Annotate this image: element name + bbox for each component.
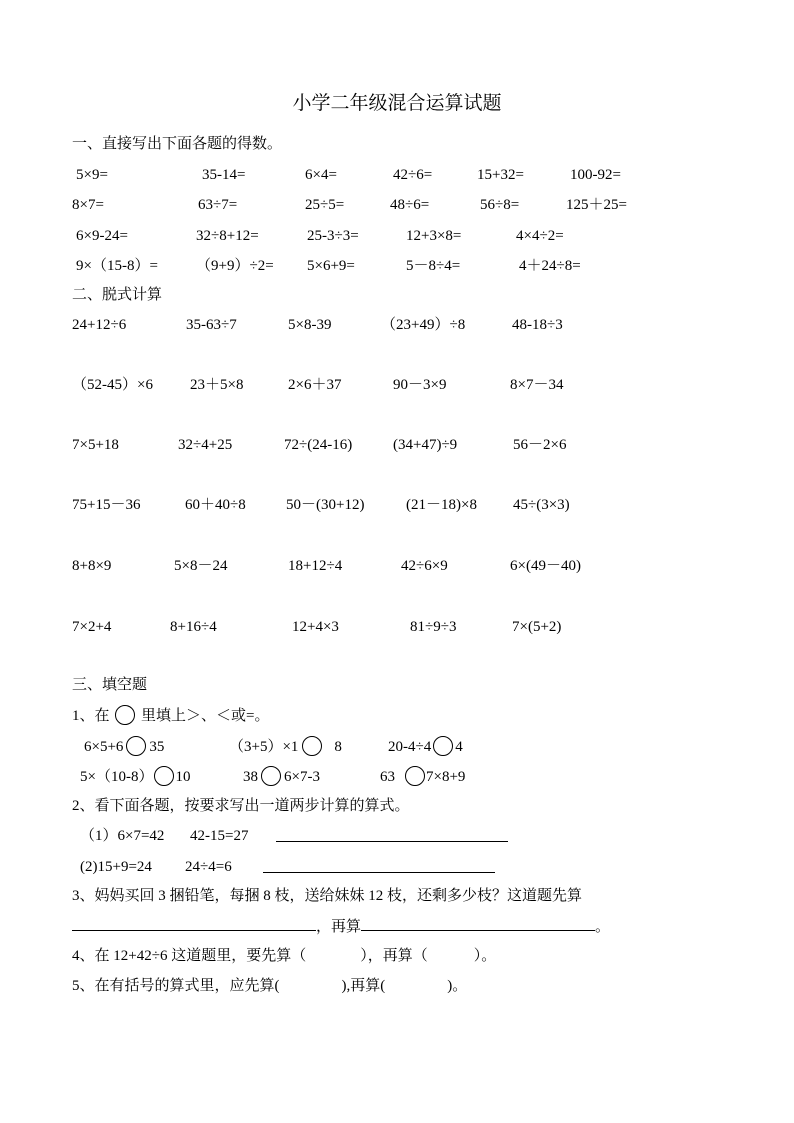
calc-problem: 12+4×3: [292, 619, 339, 635]
q2-equation-a: （1）6×7=42: [80, 828, 165, 844]
calc-problem: 7×2+4: [72, 619, 112, 635]
compare-item: [380, 766, 465, 787]
calc-problem: 35-63÷7: [186, 317, 237, 333]
q2-equation-a: (2)15+9=24: [80, 859, 152, 875]
oral-problem: 9×（15-8）=: [76, 258, 158, 274]
oral-problem: 5×6+9=: [307, 258, 355, 274]
calc-problem: 75+15－36: [72, 497, 141, 513]
oral-problem: 48÷6=: [390, 197, 430, 213]
calc-problem: 8×7－34: [510, 377, 564, 393]
question-3-answer-line: [72, 916, 610, 937]
q4-text-c: ）。: [473, 948, 497, 964]
section1-heading: 一、直接写出下面各题的得数。: [72, 136, 283, 152]
calc-problem: 50－(30+12): [286, 497, 365, 513]
calc-problem: （52-45）×6: [72, 377, 153, 393]
compare-item: [243, 766, 320, 787]
page-title: 小学二年级混合运算试题: [292, 93, 502, 114]
question-4: [72, 946, 496, 966]
q3-mid: ，再算: [316, 919, 362, 935]
q4-text-b: ），再算（: [360, 948, 428, 964]
question-5: [72, 976, 467, 996]
calc-problem: 5×8-39: [288, 317, 332, 333]
compare-left: 6×5+6: [84, 739, 124, 755]
calc-problem: 24+12÷6: [72, 317, 127, 333]
calc-problem: 81÷9÷3: [410, 619, 457, 635]
compare-right: 6×7-3: [284, 769, 320, 785]
answer-blank[interactable]: [361, 916, 595, 931]
oral-problem: 4＋24÷8=: [519, 258, 581, 274]
section3-heading: 三、填空题: [72, 677, 148, 693]
calc-problem: 5×8－24: [174, 558, 228, 574]
oral-problem: 12+3×8=: [406, 228, 462, 244]
calc-problem: 72÷(24-16): [284, 437, 353, 453]
oral-problem: 42÷6=: [393, 167, 433, 183]
oral-problem: 8×7=: [72, 197, 104, 213]
calc-problem: 7×(5+2): [512, 619, 562, 635]
compare-left: 63: [380, 769, 395, 785]
oral-problem: 100-92=: [570, 167, 621, 183]
answer-blank[interactable]: [276, 827, 508, 842]
q4-text-a: 4、在 12+42÷6 这道题里，要先算（: [72, 948, 307, 964]
calc-problem: 2×6＋37: [288, 377, 342, 393]
compare-right: 4: [455, 739, 463, 755]
calc-problem: 60＋40÷8: [185, 497, 246, 513]
calc-problem: 48-18÷3: [512, 317, 563, 333]
compare-left: 20-4÷4: [388, 739, 432, 755]
calc-problem: 8+8×9: [72, 558, 112, 574]
comparison-circle[interactable]: [433, 736, 453, 756]
comparison-circle[interactable]: [115, 705, 135, 725]
q5-text-b: ),再算(: [341, 978, 386, 994]
q1-prefix: 1、在: [72, 708, 110, 724]
calc-problem: 32÷4+25: [178, 437, 233, 453]
q5-text-a: 5、在有括号的算式里，应先算(: [72, 978, 280, 994]
answer-blank[interactable]: [72, 916, 316, 931]
oral-problem: 125＋25=: [566, 197, 627, 213]
calc-problem: 42÷6×9: [401, 558, 448, 574]
oral-problem: 25-3÷3=: [307, 228, 359, 244]
oral-problem: 32÷8+12=: [196, 228, 259, 244]
compare-item: [388, 736, 463, 757]
compare-left: 5×（10-8）: [80, 769, 154, 785]
compare-right: 10: [175, 769, 191, 785]
q5-text-c: )。: [447, 978, 468, 994]
compare-item: [229, 736, 342, 757]
calc-problem: 23＋5×8: [190, 377, 244, 393]
q2-equation-b: 42-15=27: [190, 828, 249, 844]
calc-problem: 18+12÷4: [288, 558, 343, 574]
question-1: [72, 705, 269, 726]
comparison-circle[interactable]: [302, 736, 322, 756]
oral-problem: 6×4=: [305, 167, 337, 183]
comparison-circle[interactable]: [261, 766, 281, 786]
oral-problem: 4×4÷2=: [516, 228, 564, 244]
compare-left: （3+5）×1: [229, 739, 299, 755]
calc-problem: (21－18)×8: [406, 497, 477, 513]
calc-problem: (34+47)÷9: [393, 437, 458, 453]
q3-end: 。: [595, 919, 611, 935]
calc-problem: 6×(49－40): [510, 558, 581, 574]
question-2: 2、看下面各题，按要求写出一道两步计算的算式。: [72, 798, 410, 814]
oral-problem: 15+32=: [477, 167, 524, 183]
compare-left: 38: [243, 769, 258, 785]
oral-problem: 5－8÷4=: [406, 258, 461, 274]
compare-item: [80, 766, 190, 787]
calc-problem: 45÷(3×3): [513, 497, 570, 513]
oral-problem: （9+9）÷2=: [196, 258, 274, 274]
compare-right: 8: [334, 739, 342, 755]
comparison-circle[interactable]: [126, 736, 146, 756]
oral-problem: 63÷7=: [198, 197, 238, 213]
q1-suffix: 里填上＞、＜或=。: [141, 708, 270, 724]
oral-problem: 56÷8=: [480, 197, 520, 213]
compare-right: 7×8+9: [426, 769, 466, 785]
q2-equation-b: 24÷4=6: [185, 859, 232, 875]
question-3: 3、妈妈买回 3 捆铅笔，每捆 8 枝，送给妹妹 12 枝，还剩多少枝？这道题先算: [72, 888, 583, 904]
calc-problem: 90－3×9: [393, 377, 447, 393]
compare-right: 35: [149, 739, 165, 755]
comparison-circle[interactable]: [154, 766, 174, 786]
oral-problem: 25÷5=: [305, 197, 345, 213]
comparison-circle[interactable]: [405, 766, 425, 786]
answer-blank[interactable]: [263, 858, 495, 873]
section2-heading: 二、脱式计算: [72, 287, 163, 303]
calc-problem: 8+16÷4: [170, 619, 217, 635]
calc-problem: 56－2×6: [513, 437, 567, 453]
compare-item: [84, 736, 164, 757]
oral-problem: 5×9=: [76, 167, 108, 183]
calc-problem: （23+49）÷8: [381, 317, 466, 333]
oral-problem: 6×9-24=: [76, 228, 128, 244]
oral-problem: 35-14=: [202, 167, 246, 183]
calc-problem: 7×5+18: [72, 437, 119, 453]
